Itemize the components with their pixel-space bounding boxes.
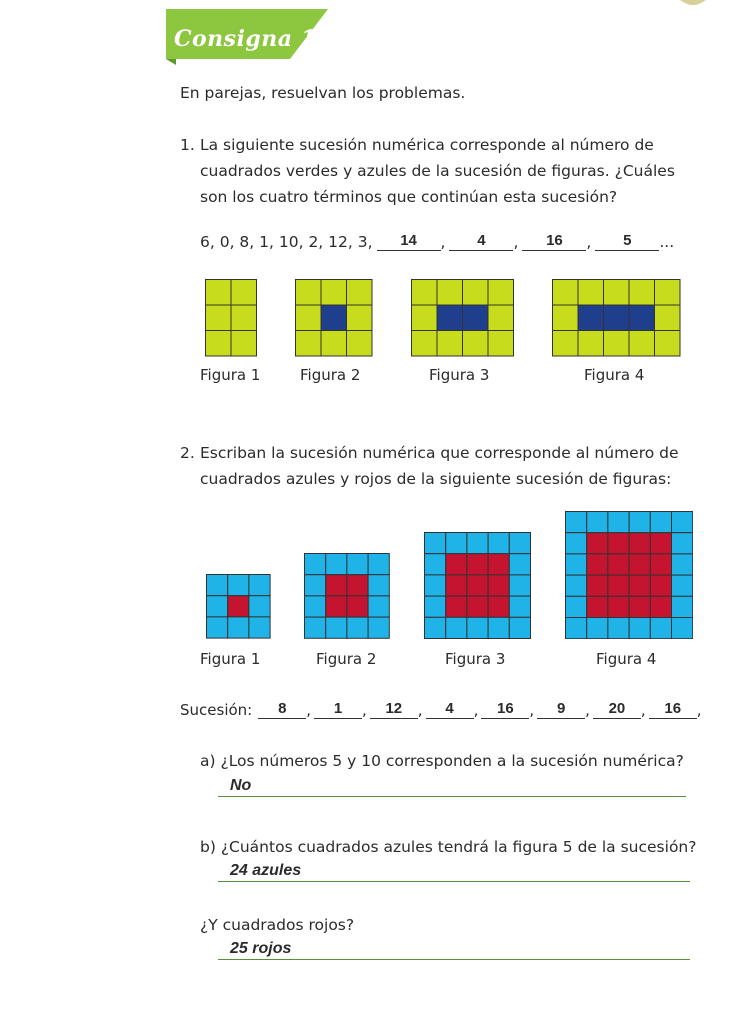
sequence-1-prefix: 6, 0, 8, 1, 10, 2, 12, 3, bbox=[200, 233, 373, 251]
red-square bbox=[488, 596, 509, 617]
problem-1-line-2: cuadrados verdes y azules de la sucesión de figuras. ¿Cuáles bbox=[200, 162, 675, 180]
sequence-1: 6, 0, 8, 1, 10, 2, 12, 3, 14 , 4 , 16 , 5 ... bbox=[200, 232, 675, 251]
blue-square bbox=[566, 532, 587, 553]
blue-square bbox=[509, 596, 530, 617]
red-square bbox=[650, 532, 671, 553]
problem-1-figure-3 bbox=[411, 279, 514, 361]
green-square bbox=[629, 280, 655, 306]
problem-1-figure-label: Figura 1 bbox=[200, 366, 261, 384]
problem-1-figure-label: Figura 2 bbox=[300, 366, 361, 384]
red-square bbox=[488, 575, 509, 596]
blue-square bbox=[207, 596, 228, 617]
red-square bbox=[446, 554, 467, 575]
red-square bbox=[650, 575, 671, 596]
blue-square bbox=[425, 554, 446, 575]
red-square bbox=[347, 575, 368, 596]
blue-square bbox=[425, 596, 446, 617]
blue-square bbox=[488, 617, 509, 638]
green-square bbox=[553, 331, 579, 357]
problem-1-number: 1. bbox=[180, 136, 195, 154]
blue-square bbox=[207, 617, 228, 638]
blue-square bbox=[650, 617, 671, 638]
problem-1-line-1: La siguiente sucesión numérica corresponde al número de bbox=[200, 136, 654, 154]
green-square bbox=[347, 331, 373, 357]
red-square bbox=[587, 532, 608, 553]
red-square bbox=[608, 554, 629, 575]
green-square bbox=[231, 331, 257, 357]
green-square bbox=[347, 305, 373, 331]
blue-square bbox=[305, 575, 326, 596]
sequence-2-answer[interactable]: 16 bbox=[649, 700, 697, 719]
blue-square bbox=[672, 596, 693, 617]
red-square bbox=[608, 575, 629, 596]
blue-square bbox=[228, 617, 249, 638]
blue-square bbox=[437, 305, 463, 331]
sequence-2-answer[interactable]: 16 bbox=[481, 700, 529, 719]
blue-square bbox=[629, 617, 650, 638]
blue-square bbox=[425, 533, 446, 554]
blue-square bbox=[629, 511, 650, 532]
question-a: a) ¿Los números 5 y 10 corresponden a la sucesión numérica? bbox=[200, 752, 684, 770]
problem-2-line-2: cuadrados azules y rojos de la siguiente sucesión de figuras: bbox=[200, 470, 672, 488]
green-square bbox=[321, 331, 347, 357]
blue-square bbox=[672, 532, 693, 553]
green-square bbox=[488, 305, 514, 331]
red-square bbox=[488, 554, 509, 575]
green-square bbox=[296, 331, 322, 357]
blue-square bbox=[305, 554, 326, 575]
blue-square bbox=[488, 533, 509, 554]
blue-square bbox=[578, 305, 604, 331]
red-square bbox=[629, 554, 650, 575]
blue-square bbox=[446, 533, 467, 554]
red-square bbox=[326, 575, 347, 596]
sequence-2-answer[interactable]: 8 bbox=[258, 700, 306, 719]
problem-1 bbox=[180, 132, 694, 210]
blue-square bbox=[650, 511, 671, 532]
green-square bbox=[412, 280, 438, 306]
blue-square bbox=[566, 617, 587, 638]
blue-square bbox=[566, 554, 587, 575]
section-banner bbox=[166, 9, 328, 65]
sequence-1-answer[interactable]: 4 bbox=[449, 232, 513, 251]
sequence-2-answer[interactable]: 4 bbox=[426, 700, 474, 719]
blue-square bbox=[587, 511, 608, 532]
green-square bbox=[604, 331, 630, 357]
blue-square bbox=[207, 575, 228, 596]
red-square bbox=[467, 575, 488, 596]
green-square bbox=[629, 331, 655, 357]
sequence-2-label: Sucesión: bbox=[180, 701, 253, 719]
sequence-2-answer[interactable]: 20 bbox=[593, 700, 641, 719]
red-square bbox=[347, 596, 368, 617]
blue-square bbox=[672, 617, 693, 638]
blue-square bbox=[463, 305, 489, 331]
blue-square bbox=[425, 617, 446, 638]
green-square bbox=[655, 280, 681, 306]
green-square bbox=[578, 331, 604, 357]
sequence-1-suffix: ... bbox=[659, 233, 675, 251]
sequence-2-answer[interactable]: 12 bbox=[370, 700, 418, 719]
problem-2-figure-label: Figura 1 bbox=[200, 650, 261, 668]
blue-square bbox=[672, 575, 693, 596]
blue-square bbox=[672, 554, 693, 575]
problem-2-figure-3 bbox=[424, 532, 531, 643]
blue-square bbox=[368, 596, 389, 617]
green-square bbox=[488, 331, 514, 357]
problem-2-line-1: Escriban la sucesión numérica que corresponde al número de bbox=[200, 444, 679, 462]
red-square bbox=[629, 532, 650, 553]
blue-square bbox=[672, 511, 693, 532]
problem-2-number: 2. bbox=[180, 444, 195, 462]
red-square bbox=[326, 596, 347, 617]
blue-square bbox=[629, 305, 655, 331]
sequence-1-answer[interactable]: 16 bbox=[522, 232, 586, 251]
blue-square bbox=[467, 617, 488, 638]
green-square bbox=[412, 331, 438, 357]
problem-1-figure-1 bbox=[205, 279, 257, 361]
red-square bbox=[587, 596, 608, 617]
green-square bbox=[206, 331, 232, 357]
blue-square bbox=[566, 596, 587, 617]
red-square bbox=[467, 554, 488, 575]
red-square bbox=[446, 575, 467, 596]
problem-2-figure-label: Figura 4 bbox=[596, 650, 657, 668]
red-square bbox=[608, 596, 629, 617]
blue-square bbox=[368, 575, 389, 596]
blue-square bbox=[249, 617, 270, 638]
blue-square bbox=[509, 617, 530, 638]
blue-square bbox=[425, 575, 446, 596]
question-c: ¿Y cuadrados rojos? bbox=[200, 916, 355, 934]
blue-square bbox=[566, 575, 587, 596]
blue-square bbox=[228, 575, 249, 596]
green-square bbox=[463, 280, 489, 306]
problem-2-figure-label: Figura 2 bbox=[316, 650, 377, 668]
blue-square bbox=[249, 596, 270, 617]
red-square bbox=[467, 596, 488, 617]
green-square bbox=[553, 280, 579, 306]
green-square bbox=[296, 280, 322, 306]
green-square bbox=[488, 280, 514, 306]
answer-a[interactable]: No bbox=[218, 776, 686, 797]
blue-square bbox=[249, 575, 270, 596]
green-square bbox=[206, 280, 232, 306]
red-square bbox=[587, 575, 608, 596]
blue-square bbox=[326, 617, 347, 638]
red-square bbox=[629, 596, 650, 617]
green-square bbox=[655, 331, 681, 357]
blue-square bbox=[608, 511, 629, 532]
blue-square bbox=[509, 575, 530, 596]
blue-square bbox=[509, 554, 530, 575]
green-square bbox=[655, 305, 681, 331]
green-square bbox=[206, 305, 232, 331]
corner-decoration bbox=[678, 0, 708, 10]
green-square bbox=[578, 280, 604, 306]
blue-square bbox=[305, 596, 326, 617]
green-square bbox=[437, 331, 463, 357]
blue-square bbox=[446, 617, 467, 638]
sequence-1-answer[interactable]: 14 bbox=[377, 232, 441, 251]
red-square bbox=[650, 596, 671, 617]
banner-title: Consigna 1 bbox=[174, 26, 317, 52]
red-square bbox=[446, 596, 467, 617]
red-square bbox=[629, 575, 650, 596]
problem-2-figure-4 bbox=[565, 511, 693, 643]
problem-1-figure-2 bbox=[295, 279, 373, 361]
sequence-2: Sucesión: 8 , 1 , 12 , 4 , 16 , 9 , 20 , 16 , bbox=[180, 700, 702, 719]
blue-square bbox=[347, 617, 368, 638]
red-square bbox=[608, 532, 629, 553]
blue-square bbox=[587, 617, 608, 638]
blue-square bbox=[368, 554, 389, 575]
problem-2-figure-2 bbox=[304, 553, 390, 643]
green-square bbox=[463, 331, 489, 357]
answer-c[interactable]: 25 rojos bbox=[218, 939, 690, 960]
problem-1-figure-label: Figura 4 bbox=[584, 366, 645, 384]
blue-square bbox=[604, 305, 630, 331]
green-square bbox=[412, 305, 438, 331]
blue-square bbox=[305, 617, 326, 638]
blue-square bbox=[608, 617, 629, 638]
green-square bbox=[604, 280, 630, 306]
green-square bbox=[347, 280, 373, 306]
green-square bbox=[296, 305, 322, 331]
blue-square bbox=[566, 511, 587, 532]
sequence-2-answer[interactable]: 1 bbox=[314, 700, 362, 719]
blue-square bbox=[509, 533, 530, 554]
green-square bbox=[231, 305, 257, 331]
blue-square bbox=[467, 533, 488, 554]
red-square bbox=[650, 554, 671, 575]
blue-square bbox=[347, 554, 368, 575]
blue-square bbox=[368, 617, 389, 638]
answer-b[interactable]: 24 azules bbox=[218, 861, 690, 882]
green-square bbox=[437, 280, 463, 306]
green-square bbox=[553, 305, 579, 331]
problem-2-figure-1 bbox=[206, 574, 271, 643]
problem-1-figure-label: Figura 3 bbox=[429, 366, 490, 384]
red-square bbox=[228, 596, 249, 617]
question-b: b) ¿Cuántos cuadrados azules tendrá la figura 5 de la sucesión? bbox=[200, 838, 697, 856]
problem-1-figure-4 bbox=[552, 279, 681, 361]
blue-square bbox=[326, 554, 347, 575]
green-square bbox=[321, 280, 347, 306]
intro-text: En parejas, resuelvan los problemas. bbox=[180, 84, 466, 102]
red-square bbox=[587, 554, 608, 575]
problem-2 bbox=[180, 440, 694, 492]
sequence-1-answer[interactable]: 5 bbox=[595, 232, 659, 251]
problem-2-figure-label: Figura 3 bbox=[445, 650, 506, 668]
sequence-2-answer[interactable]: 9 bbox=[537, 700, 585, 719]
problem-1-line-3: son los cuatro términos que continúan esta sucesión? bbox=[200, 188, 618, 206]
blue-square bbox=[321, 305, 347, 331]
green-square bbox=[231, 280, 257, 306]
